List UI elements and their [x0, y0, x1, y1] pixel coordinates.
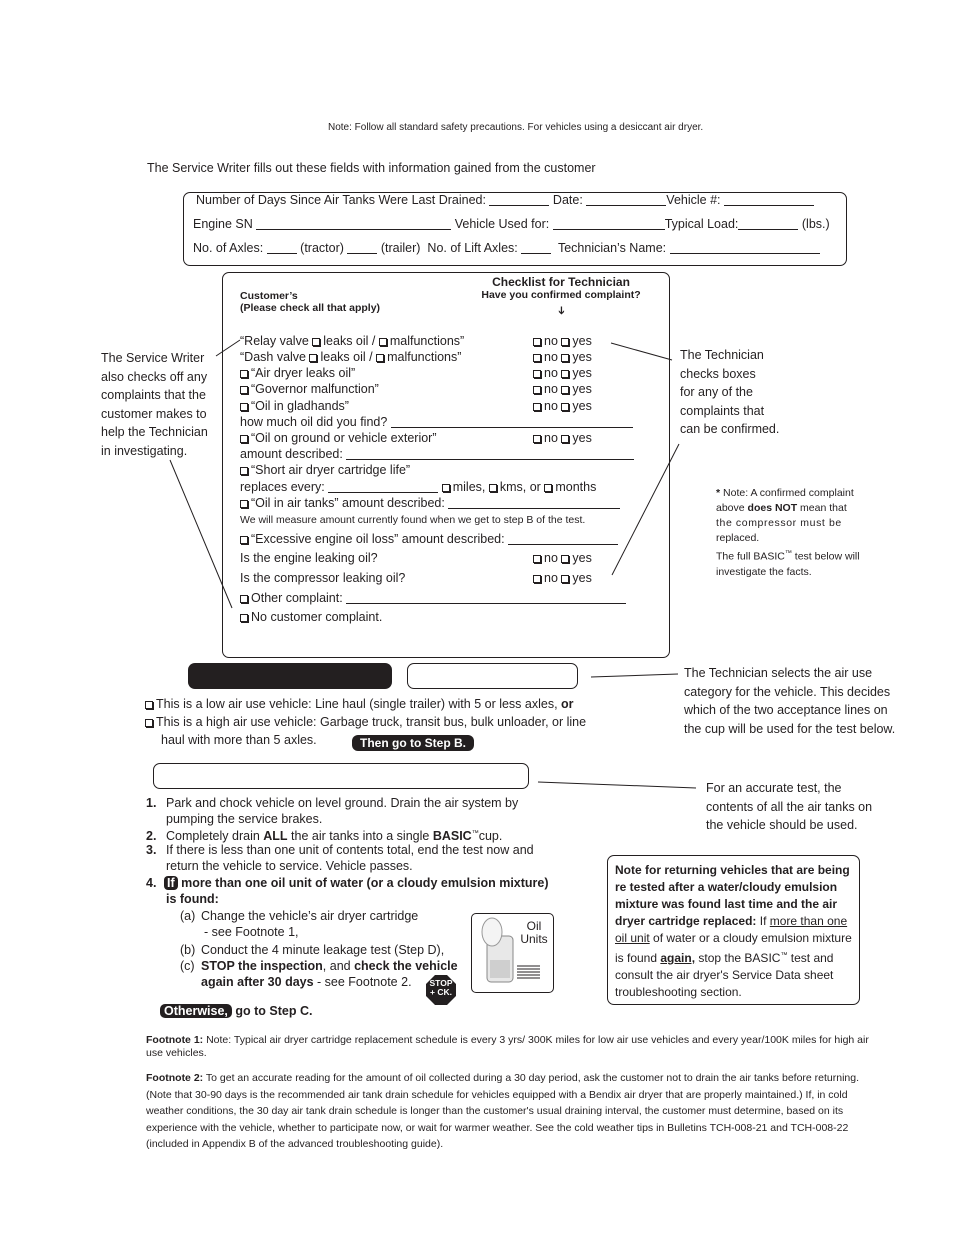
no-checkbox[interactable] [533, 370, 541, 378]
yes-checkbox[interactable] [561, 555, 569, 563]
step-3: 3. If there is less than one unit of contents total, end the test now and return the vehicle to service. Vehicle passes. [146, 843, 534, 873]
confirm-compressor: no yes [533, 570, 592, 586]
yes-checkbox[interactable] [561, 575, 569, 583]
otherwise-line: Otherwise, go to Step C. [160, 1003, 312, 1019]
service-writer-note: The Service Writer also checks off any complaints that the customer makes to help the Technician in investigating. [101, 351, 208, 458]
checkbox[interactable] [376, 354, 384, 362]
item-gladhands: “Oil in gladhands” [240, 398, 349, 414]
low-air-use-option: This is a low air use vehicle: Line haul (single trailer) with 5 or less axles, or [145, 696, 574, 712]
high-air-use-option: This is a high air use vehicle: Garbage truck, transit bus, bulk unloader, or line [145, 714, 586, 730]
checkbox[interactable] [240, 386, 248, 394]
checkbox[interactable] [145, 701, 153, 709]
checkbox[interactable] [309, 354, 317, 362]
checkbox[interactable] [240, 614, 248, 622]
accurate-test-note: For an accurate test, the contents of all the air tanks on the vehicle should be used. [706, 781, 873, 832]
no-checkbox[interactable] [533, 575, 541, 583]
step-b-header [153, 763, 529, 789]
item-comp-leak: Is the compressor leaking oil? [240, 571, 406, 585]
form-row-1: Number of Days Since Air Tanks Were Last Drained: Date: Vehicle #: [196, 192, 814, 208]
yes-checkbox[interactable] [561, 338, 569, 346]
checkbox[interactable] [240, 403, 248, 411]
item-other: Other complaint: [240, 590, 626, 606]
yes-checkbox[interactable] [561, 354, 569, 362]
checkbox[interactable] [312, 338, 320, 346]
safety-note: Note: Follow all standard safety precautions. For vehicles using a desiccant air dryer. [328, 122, 704, 133]
footnote-1: Footnote 1: Note: Typical air dryer cartridge replacement schedule is every 3 yrs/ 300K miles for low air use vehicles and every year/100K miles for high air use vehicles. [146, 1034, 869, 1059]
go-to-step-b-badge: Then go to Step B. [352, 735, 474, 751]
item-no-complaint: No customer complaint. [240, 609, 382, 625]
checkbox[interactable] [489, 484, 497, 492]
intro-text: The Service Writer fills out these fields with information gained from the customer [147, 161, 596, 175]
item-excessive: “Excessive engine oil loss” amount described: [240, 531, 618, 547]
form-row-3: No. of Axles: (tractor) (trailer) No. of Lift Axles: Technician’s Name: [193, 240, 820, 256]
oil-units-label: Oil Units [520, 919, 548, 946]
confirm-governor: no yes [533, 381, 592, 397]
item-oil-ground: “Oil on ground or vehicle exterior” [240, 430, 437, 446]
item-air-dryer: “Air dryer leaks oil” [240, 365, 355, 381]
item-short-life: “Short air dryer cartridge life” [240, 462, 410, 478]
no-checkbox[interactable] [533, 403, 541, 411]
confirm-dash: no yes [533, 349, 592, 365]
no-checkbox[interactable] [533, 435, 541, 443]
item-amount: amount described: [240, 446, 634, 462]
down-arrow-icon: ➔ [555, 305, 568, 316]
high-air-use-cont: haul with more than 5 axles. [161, 733, 317, 747]
footnote-2: Footnote 2: To get an accurate reading for the amount of oil collected during a 30 day period, ask the customer not to drain the air tanks before returning. (Note that 30-90 days is the recommended air tank drain schedule for vehicles equipped with a Bendix air dryer that are properly maintained.) If, in cold weather conditions, the 30 day air tank drain schedule is longer than the customer's usual draining interval, the customer must determine, based on its experience with the vehicle, whether to participate now, or wait for warmer weather. See the cold weather tips in Bulletins TCH-008-21 and TCH-008-22 (included in Appendix B of the advanced troubleshooting guide). [146, 1072, 860, 1150]
checkbox[interactable] [442, 484, 450, 492]
step-1: 1. Park and chock vehicle on level ground. Drain the air system by pumping the service brakes. [146, 796, 519, 826]
no-checkbox[interactable] [533, 555, 541, 563]
stop-sign-icon: STOP + CK. [425, 974, 457, 1006]
technician-heading: Checklist for Technician Have you confirmed complaint? [481, 275, 641, 301]
returning-vehicles-text: Note for returning vehicles that are being re tested after a water/cloudy emulsion mixture was found last time and the air dryer cartridge replaced: If more than one oil unit of water or a cloudy emulsion mixture is found again, stop the BASIC™ test and consult the air dryer's Service Data sheet troubleshooting section. [615, 863, 852, 999]
step-2: 2. Completely drain ALL the air tanks into a single BASIC™cup. [146, 829, 503, 844]
step-4a: (a) Change the vehicle’s air dryer cartridge - see Footnote 1, [180, 909, 419, 939]
yes-checkbox[interactable] [561, 403, 569, 411]
confirm-engine: no yes [533, 550, 592, 566]
step-4b: (b) Conduct the 4 minute leakage test (Step D), [180, 943, 445, 957]
item-engine-leak: Is the engine leaking oil? [240, 551, 378, 565]
checkbox[interactable] [544, 484, 552, 492]
checkbox[interactable] [240, 536, 248, 544]
checkbox[interactable] [240, 500, 248, 508]
item-oil-tanks: “Oil in air tanks” amount described: [240, 495, 620, 511]
checkbox[interactable] [240, 595, 248, 603]
checkbox[interactable] [240, 435, 248, 443]
checkbox[interactable] [240, 467, 248, 475]
item-how-much: how much oil did you find? [240, 414, 633, 430]
item-governor: “Governor malfunction” [240, 381, 379, 397]
measure-note: We will measure amount currently found when we get to step B of the test. [240, 514, 586, 526]
step-4: 4. If more than one oil unit of water (or a cloudy emulsion mixture) is found: [146, 876, 549, 906]
yes-checkbox[interactable] [561, 435, 569, 443]
yes-checkbox[interactable] [561, 386, 569, 394]
no-checkbox[interactable] [533, 354, 541, 362]
select-category-note: The Technician selects the air use category for the vehicle. This decides which of the two acceptance lines on the cup will be used for the test below. [684, 666, 896, 736]
item-relay-valve: “Relay valve leaks oil / malfunctions” [240, 334, 465, 348]
customer-heading: Customer’s (Please check all that apply) [240, 290, 381, 314]
yes-checkbox[interactable] [561, 370, 569, 378]
technician-note: The Technician checks boxes for any of the complaints that can be confirmed. [680, 348, 780, 436]
confirm-gladhands: no yes [533, 398, 592, 414]
item-dash-valve: “Dash valve leaks oil / malfunctions” [240, 350, 462, 364]
checkbox[interactable] [145, 719, 153, 727]
step-header-bar [188, 663, 392, 689]
step-4c: (c) STOP the inspection, and check the vehicle again after 30 days - see Footnote 2. [180, 959, 458, 989]
checkbox[interactable] [379, 338, 387, 346]
item-replaces: replaces every: miles, kms, or months [240, 480, 597, 494]
confirm-ground: no yes [533, 430, 592, 446]
confirm-air-dryer: no yes [533, 365, 592, 381]
oil-units-cup-icon [471, 913, 554, 993]
form-row-2: Engine SN Vehicle Used for: Typical Load: (lbs.) [193, 217, 830, 231]
no-checkbox[interactable] [533, 338, 541, 346]
confirm-relay: no yes [533, 333, 592, 349]
no-checkbox[interactable] [533, 386, 541, 394]
step-header-outline [407, 663, 578, 689]
confirmed-complaint-note: * Note: A confirmed complaint above does NOT mean that the compressor must be replaced. The full BASIC™ test below will investigate the facts. [716, 487, 860, 578]
checkbox[interactable] [240, 370, 248, 378]
